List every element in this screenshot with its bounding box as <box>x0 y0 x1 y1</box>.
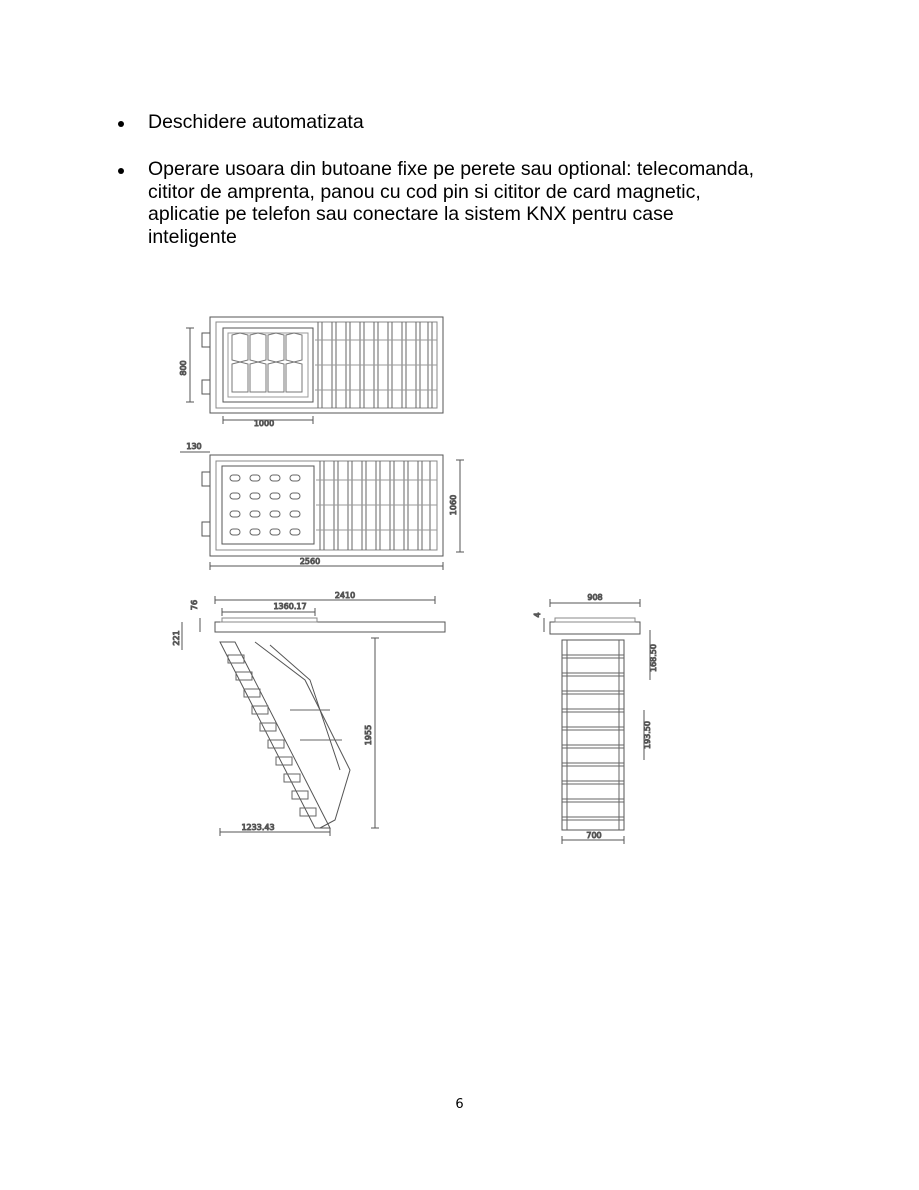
page-number: 6 <box>455 1097 464 1112</box>
front-view-drawing <box>544 599 650 844</box>
dim-193-50: 193.50 <box>643 721 652 749</box>
dim-130: 130 <box>186 442 202 451</box>
dim-168-50: 168.50 <box>649 644 658 672</box>
dim-1360-17: 1360.17 <box>273 602 307 611</box>
bullet-text: Operare usoara din butoane fixe pe perete sau optional: telecomanda, cititor de amprenta, panou cu cod pin si cititor de card magnetic, aplicatie pe telefon sau conectare la sistem KNX pentru case inteligente <box>148 158 754 248</box>
side-view-drawing <box>182 596 445 836</box>
bottom-view-drawing <box>180 452 464 570</box>
bullet-icon <box>118 121 124 127</box>
dim-4: 4 <box>533 612 542 618</box>
dim-2560: 2560 <box>299 557 321 566</box>
dim-800: 800 <box>179 360 188 376</box>
technical-drawing <box>160 300 680 850</box>
dim-700: 700 <box>586 831 602 840</box>
dim-1060: 1060 <box>449 494 458 516</box>
top-view-drawing <box>186 317 443 424</box>
dim-1955: 1955 <box>364 724 373 746</box>
dim-2410: 2410 <box>334 591 356 600</box>
bullet-text: Deschidere automatizata <box>148 111 364 133</box>
dim-76: 76 <box>190 599 199 611</box>
dim-1000: 1000 <box>253 419 275 428</box>
dim-908: 908 <box>587 593 603 602</box>
dim-221: 221 <box>172 630 181 646</box>
dim-1233-43: 1233.43 <box>241 823 275 832</box>
bullet-icon <box>118 168 124 174</box>
